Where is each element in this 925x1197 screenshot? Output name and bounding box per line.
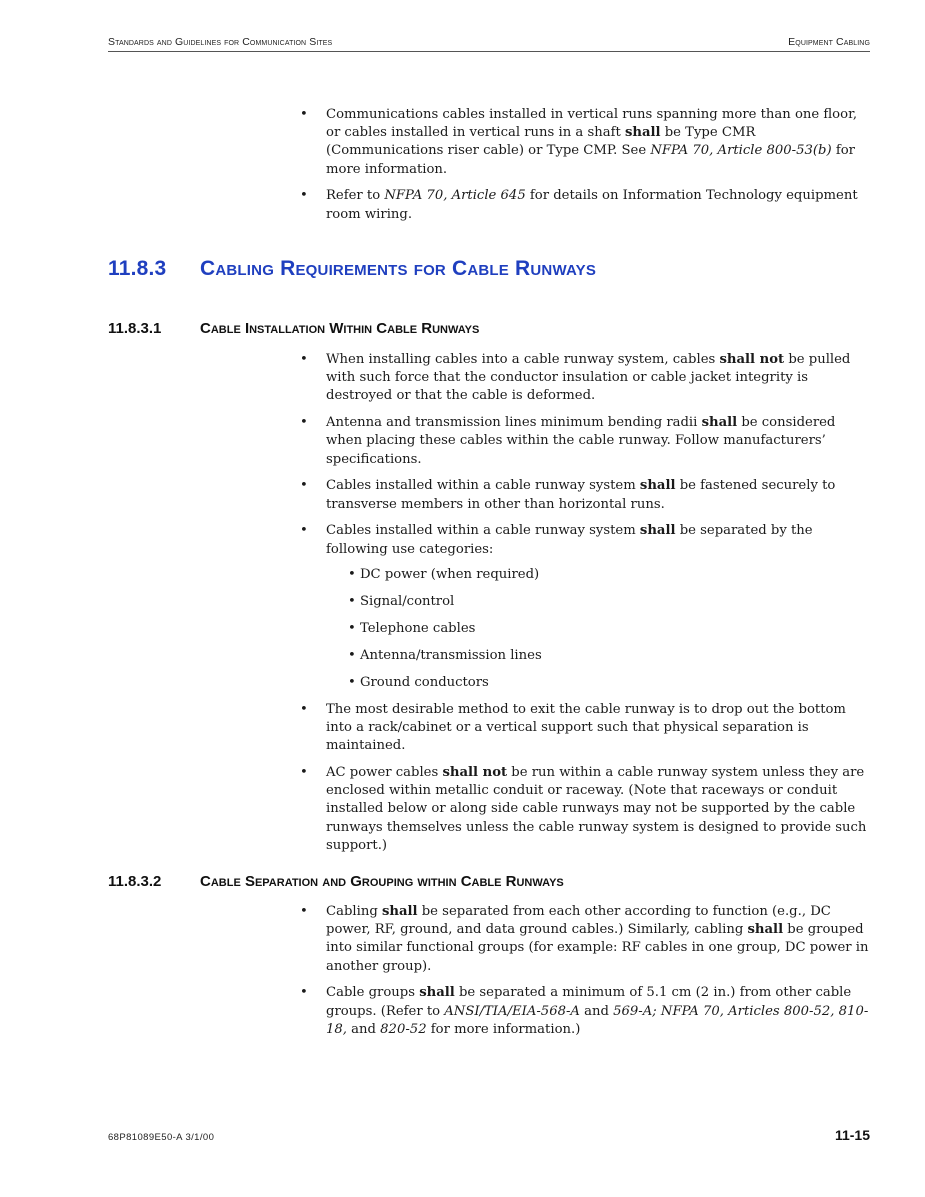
bullet-text: be separated from each other according to function (e.g., DC power, RF, ground, and data ground cables.) Similarly, cabling <box>326 904 831 938</box>
running-header-left: Standards and Guidelines for Communication Sites <box>108 36 333 48</box>
bullet-text: AC power cables <box>326 765 443 781</box>
bullet-marker: • <box>300 107 308 122</box>
subsection-number-2: 11.8.3.2 <box>108 873 162 890</box>
bullet-item <box>300 522 870 692</box>
subsection-1-bullet-list <box>300 351 870 864</box>
bullet-text: be fastened securely to transverse members in other than horizontal runs. <box>326 478 836 512</box>
header-rule <box>108 51 870 52</box>
bullet-text: for details on Information Technology equipment room wiring. <box>326 188 858 222</box>
bullet-text: for more information. <box>326 143 855 177</box>
bullet-item <box>300 764 870 855</box>
subsection-title-2: Cable Separation and Grouping within Cable Runways <box>200 873 564 890</box>
sub-bullet-item: • Ground conductors <box>348 674 489 690</box>
emphasis-text: shall <box>624 125 661 141</box>
bullet-text: be run within a cable runway system unless they are enclosed within metallic conduit or raceway. (Note that raceways or conduit installed below or along side cable runways may not be supported by the cable runways themselves unless the cable runway system is designed to provide such support.) <box>326 765 867 853</box>
reference-text: 569-A; NFPA 70, Articles 800-52, 810-18, <box>326 1003 869 1037</box>
bullet-marker: • <box>300 765 308 781</box>
page-number: 11-15 <box>834 1127 870 1143</box>
bullet-text: be considered when placing these cables within the cable runway. Follow manufacturers’ specifications. <box>326 415 836 467</box>
bullet-text: Antenna and transmission lines minimum bending radii <box>326 415 702 431</box>
bullet-text: and <box>346 1021 381 1037</box>
bullet-item <box>300 903 870 976</box>
bullet-text: Cables installed within a cable runway system <box>326 523 640 539</box>
emphasis-text: shall <box>701 415 738 431</box>
reference-text: ANSI/TIA/EIA-568-A <box>444 1003 580 1019</box>
intro-bullet-list <box>300 106 870 232</box>
bullet-marker: • <box>300 985 308 1001</box>
sub-bullet-item: • Telephone cables <box>348 620 476 636</box>
bullet-text: be grouped into similar functional groups (for example: RF cables in one group, DC power in another group). <box>326 922 869 974</box>
bullet-item <box>300 984 870 1039</box>
sub-bullet-list <box>348 566 870 692</box>
bullet-item <box>300 187 870 223</box>
bullet-text: Cabling <box>326 904 382 919</box>
section-title: Cabling Requirements for Cable Runways <box>200 257 597 280</box>
subsection-heading-1 <box>108 320 479 337</box>
bullet-text: When installing cables into a cable runway system, cables <box>326 352 720 367</box>
sub-bullet-item: • Antenna/transmission lines <box>348 647 542 663</box>
bullet-item <box>300 351 870 406</box>
bullet-text: and <box>579 1003 614 1019</box>
bullet-item <box>300 414 870 469</box>
reference-text: NFPA 70, Article 645 <box>384 188 526 204</box>
running-header-right: Equipment Cabling <box>788 36 870 48</box>
sub-bullet-item: • Signal/control <box>348 593 455 609</box>
emphasis-text: shall not <box>442 765 508 781</box>
bullet-text: be pulled with such force that the conductor insulation or cable jacket integrity is destroyed or that the cable is deformed. <box>326 352 851 404</box>
sub-bullet-item: • DC power (when required) <box>348 566 540 582</box>
bullet-text: The most desirable method to exit the cable runway is to drop out the bottom into a rack/cabinet or a vertical support such that physical separation is maintained. <box>326 701 846 754</box>
bullet-marker: • <box>300 478 308 494</box>
bullet-marker: • <box>300 188 308 204</box>
emphasis-text: shall <box>747 922 784 938</box>
bullet-marker: • <box>300 523 308 539</box>
subsection-heading-2 <box>108 873 564 890</box>
bullet-marker: • <box>300 701 308 717</box>
subsection-number-1: 11.8.3.1 <box>108 320 162 337</box>
bullet-marker: • <box>300 352 308 367</box>
emphasis-text: shall <box>381 904 418 919</box>
bullet-marker: • <box>300 904 308 919</box>
bullet-text: be Type CMR (Communications riser cable) or Type CMP. See <box>326 125 756 159</box>
emphasis-text: shall not <box>719 352 785 367</box>
bullet-marker: • <box>300 415 308 431</box>
bullet-item <box>300 106 870 179</box>
document-id: 68P81089E50-A 3/1/00 <box>108 1132 215 1143</box>
section-heading <box>108 257 596 281</box>
section-number: 11.8.3 <box>108 257 167 280</box>
bullet-text: Cable groups <box>326 985 420 1001</box>
reference-text: 820-52 <box>380 1021 427 1037</box>
bullet-text: be separated by the following use categories: <box>326 523 813 557</box>
reference-text: NFPA 70, Article 800-53(b) <box>650 143 832 159</box>
bullet-text: Refer to <box>326 188 385 204</box>
bullet-text: Cables installed within a cable runway system <box>326 478 640 494</box>
bullet-text: be separated a minimum of 5.1 cm (2 in.) from other cable groups. (Refer to <box>326 985 852 1019</box>
emphasis-text: shall <box>639 478 676 494</box>
emphasis-text: shall <box>419 985 455 1001</box>
emphasis-text: shall <box>639 523 676 539</box>
bullet-item <box>300 477 870 513</box>
subsection-2-bullet-list <box>300 903 870 1048</box>
bullet-text: for more information.) <box>426 1021 581 1037</box>
bullet-item <box>300 701 870 756</box>
subsection-title-1: Cable Installation Within Cable Runways <box>200 320 480 337</box>
bullet-text: Communications cables installed in vertical runs spanning more than one floor, or cables installed in vertical runs in a shaft <box>326 107 858 141</box>
